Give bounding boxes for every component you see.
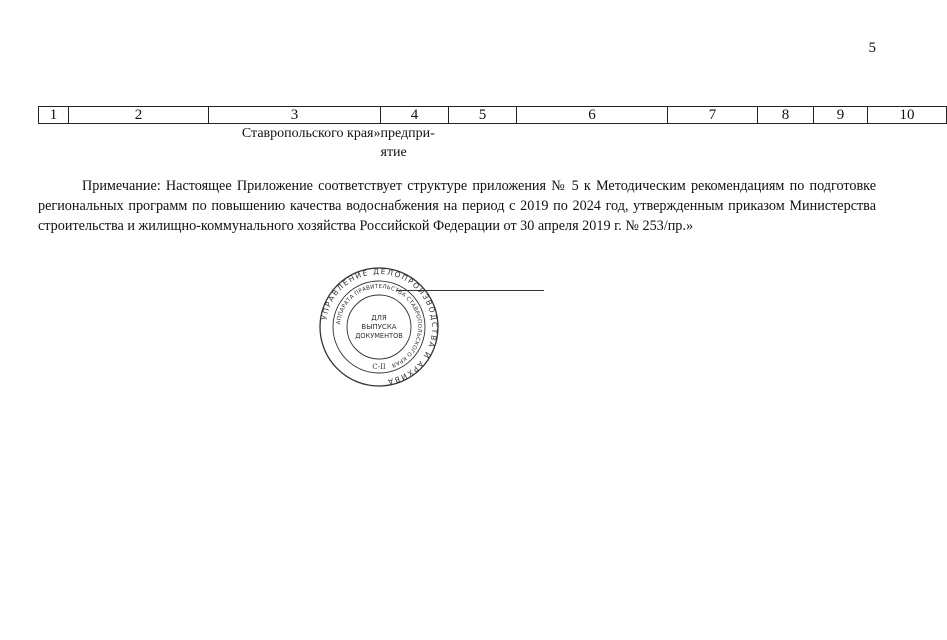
table-cell-empty bbox=[814, 124, 868, 163]
table-row bbox=[39, 124, 947, 163]
column-number: 6 bbox=[517, 107, 668, 124]
stamp-center-line: ДОКУМЕНТОВ bbox=[355, 332, 403, 340]
column-number: 4 bbox=[381, 107, 449, 124]
table-cell-empty bbox=[668, 124, 758, 163]
column-number: 7 bbox=[668, 107, 758, 124]
stamp-code: С-II bbox=[372, 363, 386, 371]
cell-line: предпри- bbox=[380, 126, 435, 141]
column-number-row bbox=[39, 107, 947, 124]
column-number: 9 bbox=[814, 107, 868, 124]
continuation-table bbox=[38, 106, 947, 162]
official-stamp bbox=[318, 266, 440, 388]
stamp-center-line: ВЫПУСКА bbox=[361, 323, 397, 331]
table-cell-empty bbox=[449, 124, 517, 163]
page-number: 5 bbox=[868, 40, 876, 56]
column-number: 5 bbox=[449, 107, 517, 124]
note-paragraph: Примечание: Настоящее Приложение соответствует структуре приложения № 5 к Методическим рекомендациям по подготовке региональных программ по повышению качества водоснабжения на период с 2019 по 2024 год, утвержденным приказом Министерства строительства и жилищно-коммунального хозяйства Российской Федерации от 30 апреля 2019 г. № 253/пр.» bbox=[38, 178, 876, 234]
table-cell-empty bbox=[69, 124, 209, 163]
stamp-inner-text: АППАРАТА ПРАВИТЕЛЬСТВА СТАВРОПОЛЬСКОГО КРАЯ bbox=[336, 283, 423, 368]
table-cell-empty bbox=[868, 124, 947, 163]
stamp-center-line: ДЛЯ bbox=[371, 314, 387, 322]
column-number: 8 bbox=[758, 107, 814, 124]
table-cell-empty bbox=[517, 124, 668, 163]
column-number: 10 bbox=[868, 107, 947, 124]
column-number: 1 bbox=[39, 107, 69, 124]
table-cell-empty bbox=[39, 124, 69, 163]
column-number: 2 bbox=[69, 107, 209, 124]
table-cell-region: Ставропольского края» bbox=[241, 126, 381, 141]
table-cell-empty bbox=[758, 124, 814, 163]
stamp-outer-text: УПРАВЛЕНИЕ ДЕЛОПРОИЗВОДСТВА И АРХИВА bbox=[319, 266, 440, 387]
cell-line: ятие bbox=[380, 145, 407, 160]
column-number: 3 bbox=[209, 107, 381, 124]
table-cell-enterprise-type bbox=[381, 124, 449, 163]
